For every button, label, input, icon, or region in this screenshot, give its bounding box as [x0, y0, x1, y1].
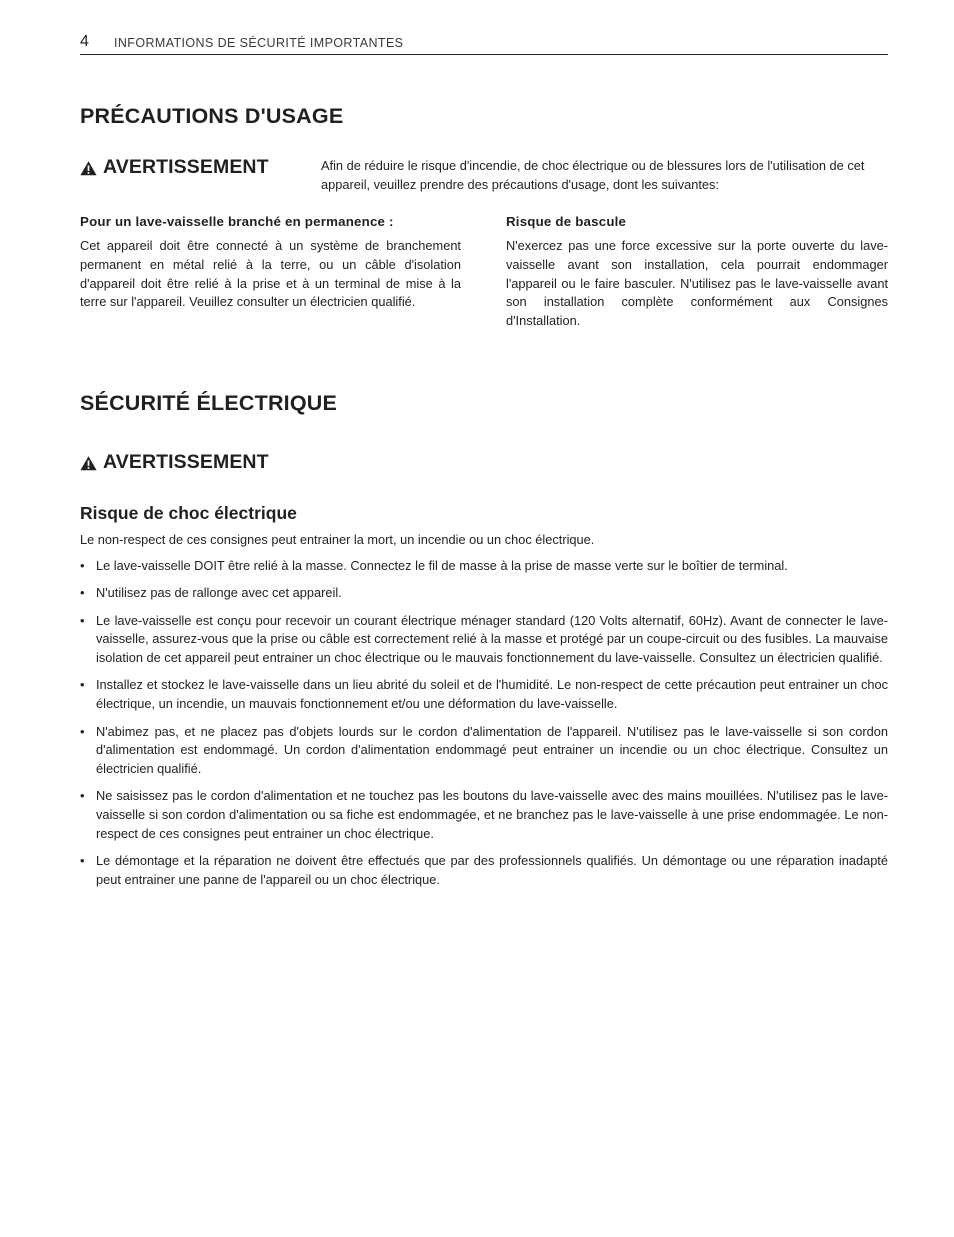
- running-title: INFORMATIONS DE SÉCURITÉ IMPORTANTES: [114, 36, 404, 50]
- lead-text: Le non-respect de ces consignes peut entrainer la mort, un incendie ou un choc électrique.: [80, 532, 595, 547]
- list-item: [80, 676, 888, 714]
- safety-bullet-list: [80, 557, 888, 898]
- bullet-dot: •: [80, 558, 85, 573]
- bullet-text: N'utilisez pas de rallonge avec cet appareil.: [96, 585, 342, 601]
- warning-label: AVERTISSEMENT: [103, 451, 269, 473]
- page-number: 4: [80, 33, 89, 50]
- bullet-dot: •: [80, 723, 85, 739]
- bullet-text: Ne saisissez pas le cordon d'alimentation et ne touchez pas les boutons du lave-vaisselle avec des mains mouillées. N'utilisez pas le lave-vaisselle si son cordon d'alimentation ou sa fiche est endommagée, et ne branchez pas le lave-vaisselle à une prise endommagée. Le non-respect de ces consignes peut entrainer un choc électrique.: [96, 788, 888, 842]
- bullet-text: Le lave-vaisselle DOIT être relié à la masse. Connectez le fil de masse à la prise de masse verte sur le boîtier de terminal.: [96, 558, 788, 573]
- warning-label: AVERTISSEMENT: [103, 156, 269, 178]
- permanent-connection-title: Pour un lave-vaisselle branché en permanence :: [80, 214, 394, 229]
- list-item: [80, 723, 888, 779]
- list-item: [80, 612, 888, 668]
- section-title-electrical-safety: SÉCURITÉ ÉLECTRIQUE: [80, 391, 338, 415]
- bullet-dot: •: [80, 585, 85, 601]
- bullet-text: Le lave-vaisselle est conçu pour recevoir un courant électrique ménager standard (120 Volts alternatif, 60Hz). Avant de connecter le lave-vaisselle, assurez-vous que la prise ou câble est correctement relié à la masse et protégé par un coupe-circuit ou des fusibles. La mauvaise isolation de cet appareil peut entrainer un choc électrique ou le mauvais fonctionnement du lave-vaisselle. Consultez un électricien qualifié.: [96, 612, 888, 666]
- bullet-text: Le démontage et la réparation ne doivent être effectués que par des professionnels qualifiés. Un démontage ou une réparation inadapté peut entrainer une panne de l'appareil ou un choc électrique.: [96, 853, 888, 888]
- bullet-text: N'abimez pas, et ne placez pas d'objets lourds sur le cordon d'alimentation de l'appareil. N'utilisez pas le lave-vaisselle si son cordon d'alimentation est endommagé. Un cordon d'alimentation endommagé peut entrainer un incendie ou un choc électrique. Consultez un électricien qualifié.: [96, 723, 888, 777]
- list-item: [80, 557, 888, 576]
- permanent-connection-text: Cet appareil doit être connecté à un système de branchement permanent en métal relié à la terre, ou un câble d'isolation d'appareil doit être relié à la prise et à un terminal de mise à la terre sur l'appareil. Veuillez consulter un électricien qualifié.: [80, 238, 461, 310]
- tip-risk-title: Risque de bascule: [506, 214, 627, 229]
- bullet-dot: •: [80, 612, 85, 628]
- tip-risk-text: N'exercez pas une force excessive sur la porte ouverte du lave-vaisselle avant son installation, cela pourrait endommager l'appareil ou le faire basculer. N'utilisez pas le lave-vaisselle avant son installation complète conformément aux Consignes d'Installation.: [506, 238, 888, 329]
- page-header: [80, 30, 888, 55]
- bullet-dot: •: [80, 677, 85, 693]
- warning-triangle-icon: [80, 455, 97, 471]
- list-item: [80, 852, 888, 890]
- intro-text: Afin de réduire le risque d'incendie, de choc électrique ou de blessures lors de l'utilisation de cet appareil, veuillez prendre des précautions d'usage, dont les suivantes:: [321, 158, 865, 192]
- section-title-precautions: PRÉCAUTIONS D'USAGE: [80, 104, 344, 128]
- list-item: [80, 584, 888, 603]
- electric-shock-risk-title: Risque de choc électrique: [80, 503, 297, 523]
- warning-triangle-icon: [80, 160, 97, 176]
- bullet-dot: •: [80, 788, 85, 804]
- bullet-text: Installez et stockez le lave-vaisselle dans un lieu abrité du soleil et de l'humidité. Le non-respect de cette précaution peut entrainer un choc électrique, un incendie, un mauvais fonctionnement et/ou une déformation du lave-vaisselle.: [96, 677, 888, 712]
- list-item: [80, 787, 888, 843]
- warning-heading: [80, 156, 269, 179]
- bullet-dot: •: [80, 853, 85, 869]
- warning-heading-2: [80, 451, 269, 474]
